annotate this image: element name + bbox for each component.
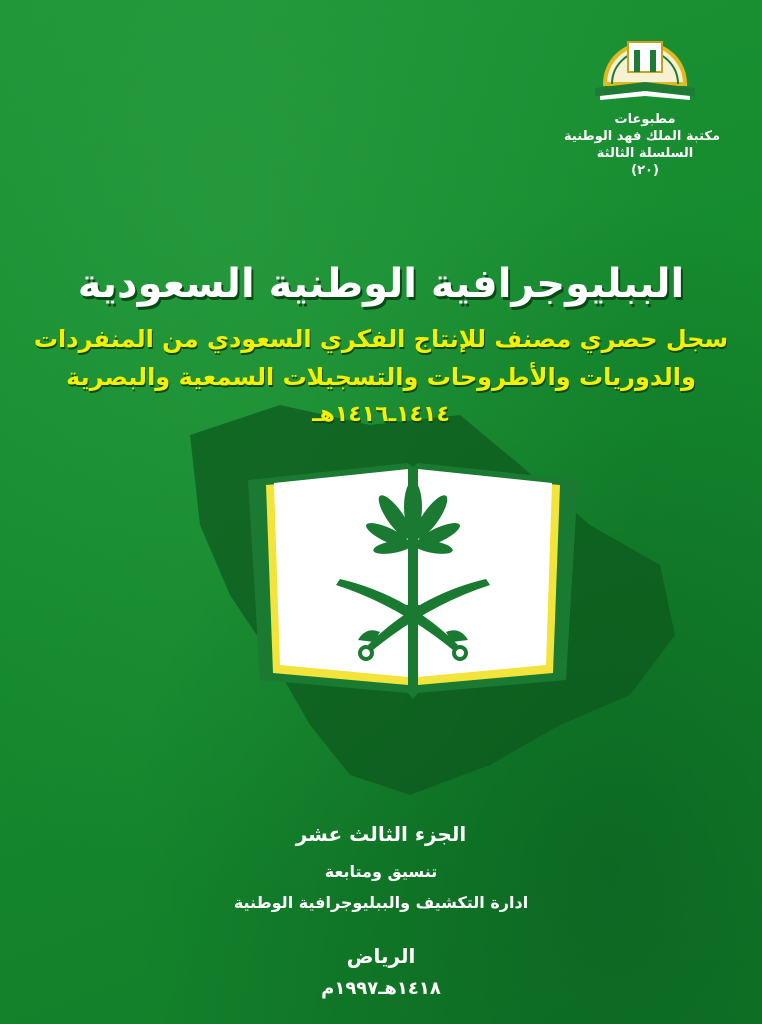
publisher-series-number: (٢٠) — [631, 163, 659, 178]
page-title: الببليوجرافية الوطنية السعودية — [77, 261, 685, 307]
subtitle-date-range: ١٤١٤ـ١٤١٦هـ — [312, 402, 450, 427]
publisher-line-2: مكتبة الملك فهد الوطنية — [564, 129, 720, 144]
subtitle-line-2: والدوريات والأطروحات والتسجيلات السمعية والبصرية — [66, 363, 696, 391]
king-fahd-library-logo-icon — [590, 14, 700, 109]
publisher-line-3: السلسلة الثالثة — [596, 146, 694, 161]
city-label: الرياض — [346, 944, 416, 968]
publisher-line-1: مطبوعات — [614, 112, 676, 127]
department-label: ادارة التكشيف والببليوجرافية الوطنية — [233, 893, 529, 912]
subtitle-line-1: سجل حصري مصنف للإنتاج الفكري السعودي من المنفردات — [33, 325, 729, 353]
volume-label: الجزء الثالث عشر — [295, 822, 467, 846]
publication-year: ١٤١٨هـ١٩٩٧م — [321, 978, 441, 999]
coordination-label: تنسيق ومتابعة — [324, 862, 438, 881]
saudi-emblem-palm-swords-book-icon — [248, 455, 578, 700]
publisher-block — [564, 14, 720, 179]
